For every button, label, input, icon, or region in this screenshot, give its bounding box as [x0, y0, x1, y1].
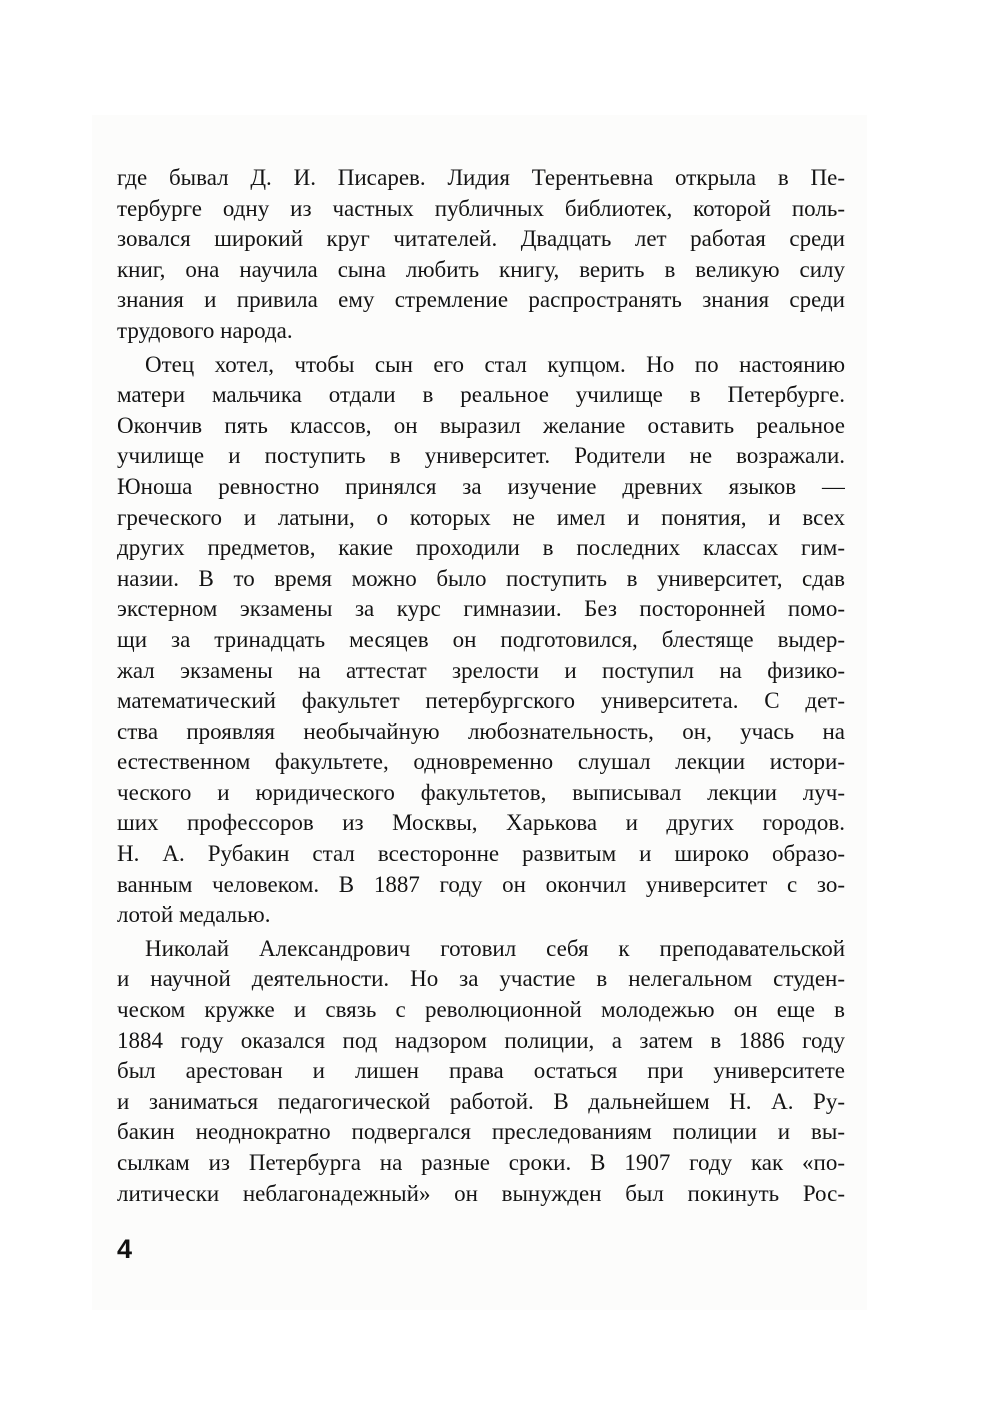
text-line: училище и поступить в университет. Родители не возражали.: [117, 443, 845, 469]
text-line: 1884 году оказался под надзором полиции, а затем в 1886 году: [117, 1027, 845, 1053]
text-line: греческого и латыни, о которых не имел и понятия, и всех: [117, 504, 845, 530]
paragraph-1: [117, 163, 845, 347]
page-number: 4: [117, 1234, 133, 1264]
text-line: Отец хотел, чтобы сын его стал купцом. Но по настоянию: [145, 351, 845, 377]
body-text: [117, 163, 845, 1209]
text-line: ческом кружке и связь с революционной молодежью он еще в: [117, 997, 845, 1023]
paragraph-2: [117, 350, 845, 931]
text-line: где бывал Д. И. Писарев. Лидия Терентьевна открыла в Пе-: [117, 165, 845, 190]
text-line: ванным человеком. В 1887 году он окончил университет с зо-: [117, 871, 845, 897]
text-line: Н. А. Рубакин стал всесторонне развитым и широко образо-: [117, 841, 845, 867]
paragraph-3: [117, 934, 845, 1209]
text-line: жал экзамены на аттестат зрелости и поступил на физико-: [117, 657, 845, 683]
text-line: ства проявляя необычайную любознательность, он, учась на: [117, 718, 845, 744]
text-line: Юноша ревностно принялся за изучение древних языков —: [117, 473, 845, 499]
text-line: математический факультет петербургского университета. С дет-: [117, 688, 845, 714]
text-line: трудового народа.: [117, 317, 293, 343]
text-line: щи за тринадцать месяцев он подготовился, блестяще выдер-: [117, 626, 845, 652]
text-line: лотой медалью.: [117, 902, 271, 928]
text-line: матери мальчика отдали в реальное училище в Петербурге.: [117, 382, 845, 408]
text-line: и заниматься педагогической работой. В дальнейшем Н. А. Ру-: [117, 1088, 845, 1114]
text-line: сылкам из Петербурга на разные сроки. В 1907 году как «по-: [117, 1150, 845, 1175]
text-line: назии. В то время можно было поступить в университет, сдав: [117, 565, 845, 591]
text-line: зовался широкий круг читателей. Двадцать лет работая среди: [117, 226, 845, 252]
text-line: ческого и юридического факультетов, выписывал лекции луч-: [117, 779, 845, 805]
text-line: бакин неоднократно подвергался преследованиям полиции и вы-: [117, 1119, 845, 1145]
text-line: Николай Александрович готовил себя к преподавательской: [145, 935, 845, 961]
text-line: знания и привила ему стремление распространять знания среди: [117, 287, 845, 313]
text-line: ших профессоров из Москвы, Харькова и других городов.: [117, 810, 845, 836]
text-line: экстерном экзамены за курс гимназии. Без посторонней помо-: [117, 596, 845, 622]
text-line: других предметов, какие проходили в последних классах гим-: [117, 535, 845, 561]
text-line: тербурге одну из частных публичных библиотек, которой поль-: [117, 195, 845, 221]
text-line: естественном факультете, одновременно слушал лекции истори-: [117, 749, 845, 775]
text-line: книг, она научила сына любить книгу, верить в великую силу: [117, 256, 845, 282]
text-line: литически неблагонадежный» он вынужден был покинуть Рос-: [117, 1180, 845, 1206]
text-line: и научной деятельности. Но за участие в нелегальном студен-: [117, 966, 845, 992]
text-line: Окончив пять классов, он выразил желание оставить реальное: [117, 412, 845, 438]
text-line: был арестован и лишен права остаться при университете: [117, 1058, 845, 1084]
